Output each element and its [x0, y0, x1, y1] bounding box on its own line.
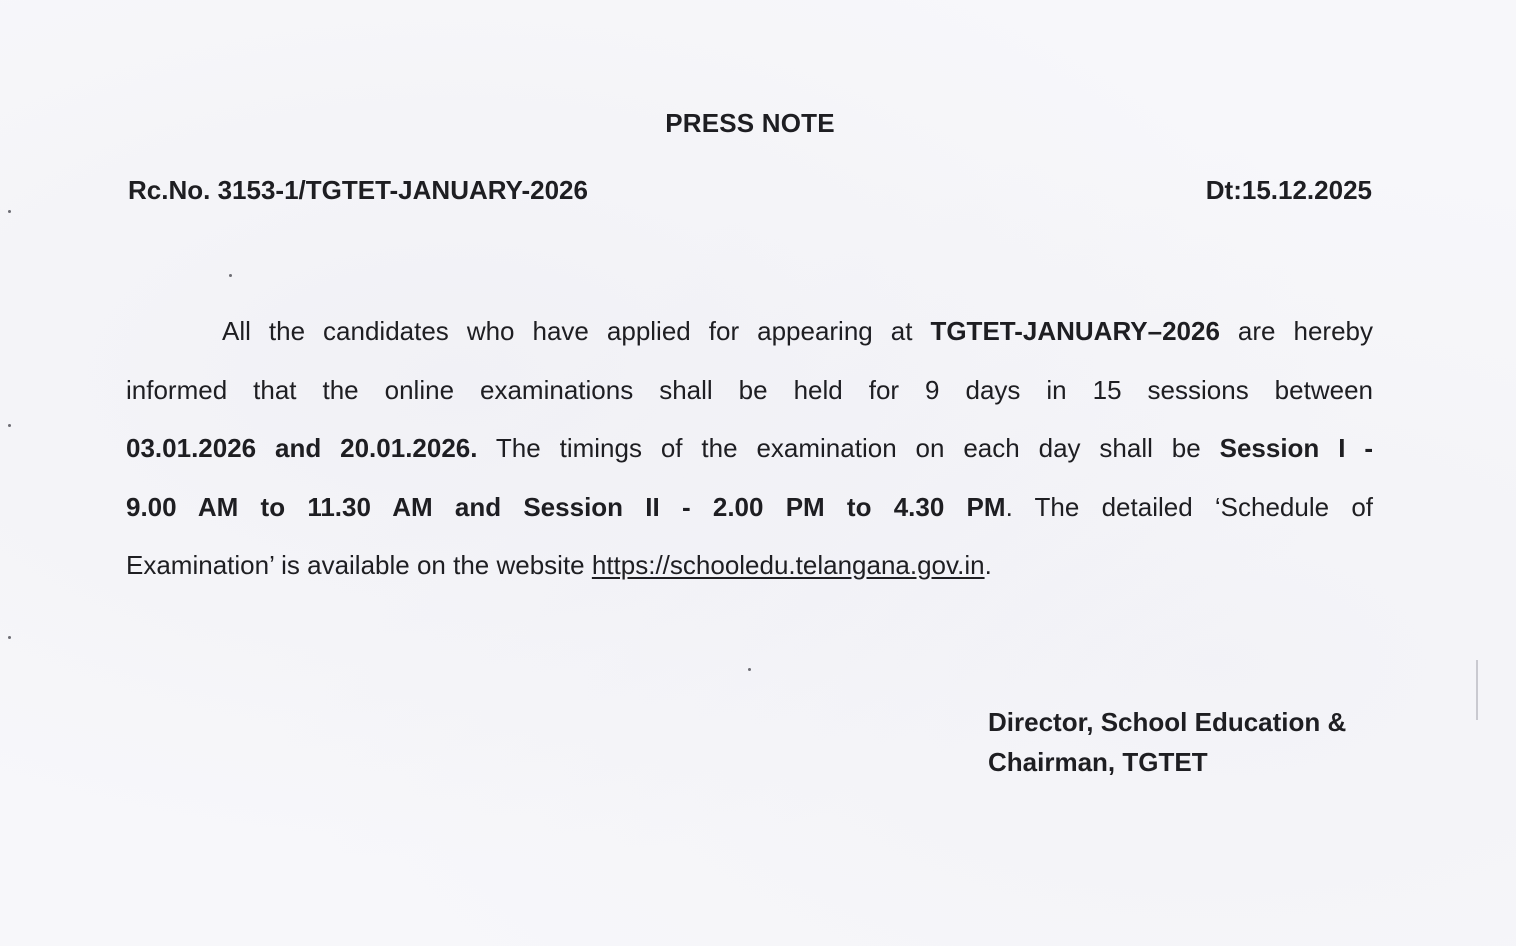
scan-edge-mark [1476, 660, 1478, 720]
signatory-role: Chairman, TGTET [988, 747, 1208, 777]
scan-speck [8, 424, 11, 427]
text-span: . [984, 550, 992, 580]
paragraph-line-4 [126, 478, 1373, 537]
signatory-title: Director, School Education & [988, 707, 1347, 737]
paragraph-line-1 [126, 302, 1373, 361]
page-title: PRESS NOTE [665, 108, 835, 138]
text-span: All the candidates who have applied for appearing at [222, 316, 931, 346]
body-paragraph [126, 302, 1373, 595]
paragraph-line-5 [126, 536, 1373, 595]
paragraph-line-3 [126, 419, 1373, 478]
session-timings: 9.00 AM to 11.30 AM and Session II - 2.00 PM to 4.30 PM [126, 491, 1006, 522]
document-date: Dt:15.12.2025 [1205, 175, 1372, 205]
signature-block [988, 702, 1346, 782]
scan-speck [229, 274, 232, 277]
text-span: are hereby [1219, 316, 1373, 346]
scan-speck [8, 636, 11, 639]
paragraph-line-2: informed that the online examinations shall be held for 9 days in 15 sessions between [126, 374, 1373, 405]
exam-dates: 03.01.2026 and 20.01.2026. [126, 433, 478, 463]
text-span: . The detailed ‘Schedule of [1005, 491, 1374, 522]
scan-speck [748, 668, 751, 671]
scan-speck [8, 210, 11, 213]
text-span: Examination’ is available on the website [126, 550, 592, 580]
exam-name: TGTET-JANUARY–2026 [930, 316, 1220, 346]
website-link[interactable]: https://schooledu.telangana.gov.in [591, 550, 985, 580]
session-label: Session I - [1219, 433, 1373, 463]
text-span: The timings of the examination on each day shall be [477, 433, 1220, 463]
reference-number: Rc.No. 3153-1/TGTET-JANUARY-2026 [128, 175, 588, 205]
